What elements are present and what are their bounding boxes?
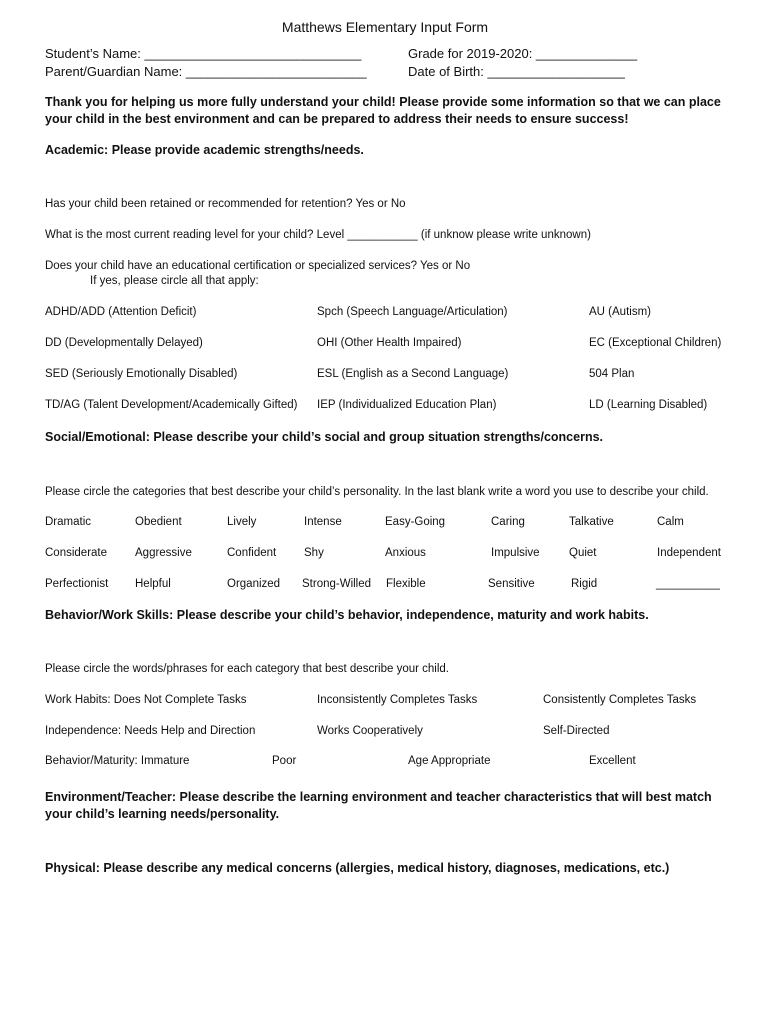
- behavior-instruction: Please circle the words/phrases for each category that best describe your child.: [45, 663, 449, 675]
- custom-trait-blank[interactable]: __________: [656, 578, 720, 590]
- trait-option[interactable]: Quiet: [569, 547, 597, 559]
- certification-question[interactable]: Does your child have an educational certification or specialized services? Yes or No: [45, 260, 471, 272]
- behavior-heading: Behavior/Work Skills: Please describe your child’s behavior, independence, maturity and work habits.: [45, 608, 649, 622]
- service-option[interactable]: OHI (Other Health Impaired): [317, 337, 462, 349]
- work-habits-option[interactable]: Work Habits: Does Not Complete Tasks: [45, 694, 247, 706]
- environment-heading: Environment/Teacher: Please describe the learning environment and teacher characteristics that will best match your child’s learning needs/personality.: [45, 790, 712, 821]
- service-option[interactable]: IEP (Individualized Education Plan): [317, 399, 497, 411]
- grade-field[interactable]: Grade for 2019-2020: ______________: [408, 46, 638, 61]
- trait-option[interactable]: Calm: [657, 516, 684, 528]
- guardian-name-field[interactable]: Parent/Guardian Name: _________________________: [45, 64, 367, 79]
- maturity-option[interactable]: Age Appropriate: [408, 755, 491, 767]
- trait-option[interactable]: Flexible: [386, 578, 426, 590]
- maturity-option[interactable]: Behavior/Maturity: Immature: [45, 755, 190, 767]
- reading-level-question[interactable]: What is the most current reading level for your child? Level ___________ (if unknow please write unknown): [45, 229, 591, 241]
- form-title: Matthews Elementary Input Form: [281, 19, 489, 35]
- trait-option[interactable]: Aggressive: [135, 547, 192, 559]
- trait-option[interactable]: Caring: [491, 516, 525, 528]
- trait-option[interactable]: Lively: [227, 516, 257, 528]
- trait-option[interactable]: Obedient: [135, 516, 182, 528]
- trait-option[interactable]: Confident: [227, 547, 277, 559]
- academic-heading: Academic: Please provide academic strengths/needs.: [45, 143, 364, 157]
- trait-option[interactable]: Considerate: [45, 547, 108, 559]
- trait-option[interactable]: Strong-Willed: [302, 578, 372, 590]
- service-option[interactable]: DD (Developmentally Delayed): [45, 337, 203, 349]
- work-habits-option[interactable]: Consistently Completes Tasks: [543, 694, 697, 706]
- trait-option[interactable]: Shy: [304, 547, 324, 559]
- independence-option[interactable]: Independence: Needs Help and Direction: [45, 725, 256, 737]
- trait-option[interactable]: Anxious: [385, 547, 426, 559]
- maturity-option[interactable]: Poor: [272, 755, 297, 767]
- service-option[interactable]: LD (Learning Disabled): [589, 399, 708, 411]
- intro-text: Thank you for helping us more fully understand your child! Please provide some information so that we can place your child in the best environment and can be prepared to address their needs to ensure success!: [45, 95, 721, 126]
- trait-option[interactable]: Sensitive: [488, 578, 535, 590]
- trait-option[interactable]: Rigid: [571, 578, 598, 590]
- trait-option[interactable]: Organized: [227, 578, 281, 590]
- trait-option[interactable]: Impulsive: [491, 547, 540, 559]
- service-option[interactable]: AU (Autism): [589, 306, 651, 318]
- trait-option[interactable]: Talkative: [569, 516, 614, 528]
- trait-option[interactable]: Dramatic: [45, 516, 92, 528]
- trait-option[interactable]: Easy-Going: [385, 516, 446, 528]
- service-option[interactable]: EC (Exceptional Children): [589, 337, 722, 349]
- independence-option[interactable]: Works Cooperatively: [317, 725, 423, 737]
- personality-instruction: Please circle the categories that best describe your child’s personality. In the last blank write a word you use to describe your child.: [45, 486, 709, 498]
- certification-subtext: If yes, please circle all that apply:: [90, 275, 259, 287]
- trait-option[interactable]: Independent: [657, 547, 721, 559]
- service-option[interactable]: TD/AG (Talent Development/Academically Gifted): [45, 399, 298, 411]
- maturity-option[interactable]: Excellent: [589, 755, 636, 767]
- physical-heading: Physical: Please describe any medical concerns (allergies, medical history, diagnoses, medications, etc.): [45, 861, 670, 875]
- service-option[interactable]: 504 Plan: [589, 368, 635, 380]
- trait-option[interactable]: Intense: [304, 516, 342, 528]
- social-heading: Social/Emotional: Please describe your child’s social and group situation strengths/concerns.: [45, 430, 604, 444]
- service-option[interactable]: ADHD/ADD (Attention Deficit): [45, 306, 197, 318]
- service-option[interactable]: SED (Seriously Emotionally Disabled): [45, 368, 238, 380]
- independence-option[interactable]: Self-Directed: [543, 725, 610, 737]
- work-habits-option[interactable]: Inconsistently Completes Tasks: [317, 694, 478, 706]
- service-option[interactable]: Spch (Speech Language/Articulation): [317, 306, 508, 318]
- service-option[interactable]: ESL (English as a Second Language): [317, 368, 509, 380]
- retention-question[interactable]: Has your child been retained or recommended for retention? Yes or No: [45, 198, 406, 210]
- trait-option[interactable]: Perfectionist: [45, 578, 109, 590]
- student-name-field[interactable]: Student’s Name: ______________________________: [45, 46, 362, 61]
- trait-option[interactable]: Helpful: [135, 578, 171, 590]
- dob-field[interactable]: Date of Birth: ___________________: [408, 64, 625, 79]
